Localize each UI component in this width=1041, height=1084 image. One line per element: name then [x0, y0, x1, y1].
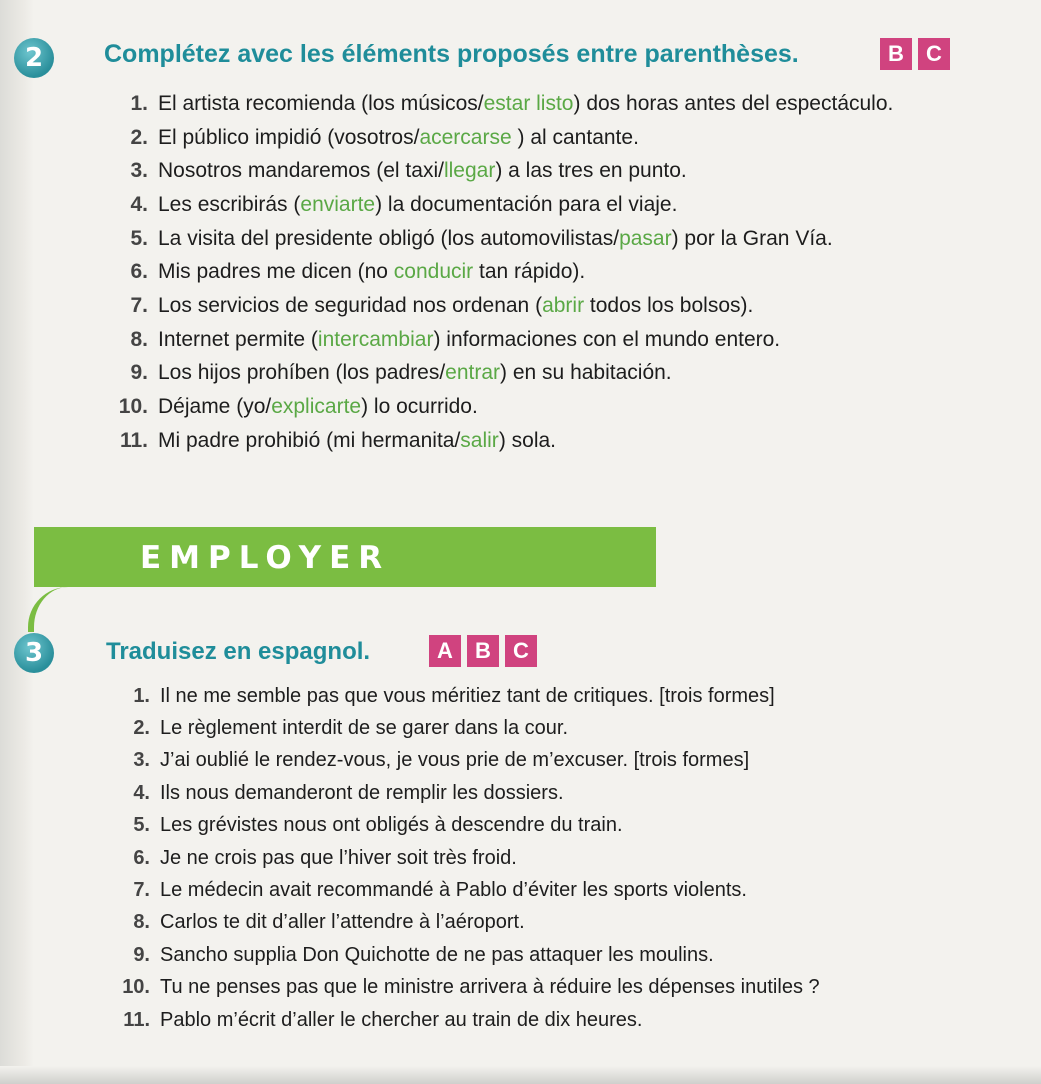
item-text [158, 429, 556, 453]
exercise-item [112, 1004, 820, 1036]
text-fragment: Les escribirás ( [158, 192, 301, 216]
exercise-2-list [110, 87, 893, 458]
verb-hint: salir [460, 428, 499, 452]
exercise-item [112, 907, 820, 939]
exercise-item [110, 357, 893, 391]
item-text: J’ai oublié le rendez-vous, je vous prie de m’excuser. [trois formes] [160, 749, 750, 772]
verb-hint: estar listo [483, 91, 574, 115]
text-fragment: ) informaciones con el mundo entero. [433, 327, 781, 351]
exercise-item [112, 810, 820, 842]
text-fragment: Los servicios de seguridad nos ordenan ( [158, 293, 543, 317]
exercise-item [112, 939, 820, 971]
exercise-2-level-badges [880, 38, 950, 70]
item-number: 10. [122, 976, 150, 999]
verb-hint: llegar [443, 159, 496, 183]
item-number: 3. [133, 749, 150, 772]
exercise-item [110, 222, 893, 256]
text-fragment: todos los bolsos). [584, 293, 754, 317]
verb-hint: abrir [542, 293, 585, 317]
item-text [158, 361, 672, 385]
exercise-item [112, 745, 820, 777]
banner-decoration [28, 587, 94, 632]
item-number: 2. [133, 717, 150, 740]
verb-hint: enviarte [300, 192, 376, 216]
text-fragment: ) lo ocurrido. [361, 395, 478, 419]
text-fragment: ) al cantante. [511, 125, 639, 149]
level-badge-b: B [880, 38, 912, 70]
verb-hint: entrar [445, 361, 501, 385]
exercise-3-number: 3 [14, 633, 54, 673]
item-number: 11. [123, 1008, 150, 1031]
item-number: 4. [130, 192, 148, 216]
item-text: Ils nous demanderont de remplir les dossiers. [160, 781, 564, 804]
item-number: 6. [133, 846, 150, 869]
exercise-3-title: Traduisez en espagnol. [106, 638, 371, 665]
item-text [158, 294, 753, 318]
item-text: Le médecin avait recommandé à Pablo d’éviter les sports violents. [160, 879, 747, 902]
item-number: 9. [130, 361, 148, 385]
text-fragment: Los hijos prohíben (los padres/ [158, 361, 446, 385]
exercise-item [110, 87, 893, 121]
verb-hint: explicarte [271, 395, 362, 419]
exercise-2-title: Complétez avec les éléments proposés entre parenthèses. [104, 40, 799, 68]
item-text: Je ne crois pas que l’hiver soit très froid. [160, 846, 517, 869]
item-text [158, 159, 687, 183]
item-number: 8. [130, 327, 148, 351]
text-fragment: ) a las tres en punto. [495, 159, 687, 183]
item-number: 2. [130, 125, 148, 149]
text-fragment: Déjame (yo/ [158, 395, 272, 419]
item-text [158, 328, 780, 352]
exercise-item [110, 424, 893, 458]
item-text: Il ne me semble pas que vous méritiez tant de critiques. [trois formes] [160, 684, 775, 707]
item-number: 9. [133, 943, 150, 966]
item-text: Le règlement interdit de se garer dans la cour. [160, 717, 569, 740]
item-number: 5. [133, 814, 150, 837]
exercise-item [110, 154, 893, 188]
level-badge-c: C [918, 38, 950, 70]
exercise-3-level-badges [429, 635, 537, 667]
exercise-item [112, 777, 820, 809]
exercise-item [112, 842, 820, 874]
item-text [158, 227, 833, 251]
exercise-item [112, 874, 820, 906]
item-text: Tu ne penses pas que le ministre arrivera à réduire les dépenses inutiles ? [160, 976, 820, 999]
exercise-item [110, 255, 893, 289]
item-text [158, 92, 893, 116]
verb-hint: intercambiar [317, 327, 434, 351]
exercise-2-number: 2 [14, 38, 54, 78]
verb-hint: conducir [393, 260, 474, 284]
item-number: 8. [133, 911, 150, 934]
item-number: 10. [118, 395, 148, 419]
item-text [158, 395, 478, 419]
item-number: 1. [130, 91, 148, 115]
text-fragment: Mis padres me dicen (no [158, 260, 394, 284]
level-badge-b: B [467, 635, 499, 667]
text-fragment: Internet permite ( [158, 327, 318, 351]
item-text: Pablo m’écrit d’aller le chercher au train de dix heures. [160, 1008, 643, 1031]
item-text: Les grévistes nous ont obligés à descendre du train. [160, 814, 623, 837]
level-badge-c: C [505, 635, 537, 667]
item-number: 3. [130, 159, 148, 183]
item-number: 7. [130, 293, 148, 317]
item-number: 1. [133, 684, 150, 707]
item-number: 4. [133, 781, 150, 804]
item-number: 6. [130, 260, 148, 284]
text-fragment: ) por la Gran Vía. [671, 226, 833, 250]
text-fragment: ) dos horas antes del espectáculo. [573, 91, 894, 115]
level-badge-a: A [429, 635, 461, 667]
exercise-item [110, 188, 893, 222]
text-fragment: El artista recomienda (los músicos/ [158, 91, 484, 115]
item-text [158, 193, 677, 217]
exercise-item [112, 712, 820, 744]
text-fragment: El público impidió (vosotros/ [158, 125, 420, 149]
text-fragment: ) la documentación para el viaje. [375, 192, 678, 216]
exercise-item [110, 121, 893, 155]
item-number: 5. [130, 226, 148, 250]
verb-hint: acercarse [419, 125, 512, 149]
text-fragment: Nosotros mandaremos (el taxi/ [158, 159, 444, 183]
item-text [158, 126, 639, 150]
exercise-item [110, 289, 893, 323]
item-number: 11. [119, 428, 148, 452]
section-banner-label: EMPLOYER [140, 540, 391, 576]
item-text [158, 260, 585, 284]
page-gutter [0, 0, 34, 1084]
page-bottom-edge [0, 1066, 1041, 1084]
exercise-item [112, 972, 820, 1004]
text-fragment: tan rápido). [473, 260, 586, 284]
item-text: Sancho supplia Don Quichotte de ne pas attaquer les moulins. [160, 943, 714, 966]
text-fragment: ) sola. [498, 428, 556, 452]
verb-hint: pasar [619, 226, 672, 250]
text-fragment: ) en su habitación. [500, 361, 672, 385]
text-fragment: Mi padre prohibió (mi hermanita/ [158, 428, 461, 452]
exercise-item [110, 323, 893, 357]
item-number: 7. [133, 879, 150, 902]
item-text: Carlos te dit d’aller l’attendre à l’aéroport. [160, 911, 525, 934]
exercise-3-list [112, 680, 820, 1036]
exercise-item [110, 390, 893, 424]
text-fragment: La visita del presidente obligó (los automovilistas/ [158, 226, 620, 250]
exercise-item [112, 680, 820, 712]
